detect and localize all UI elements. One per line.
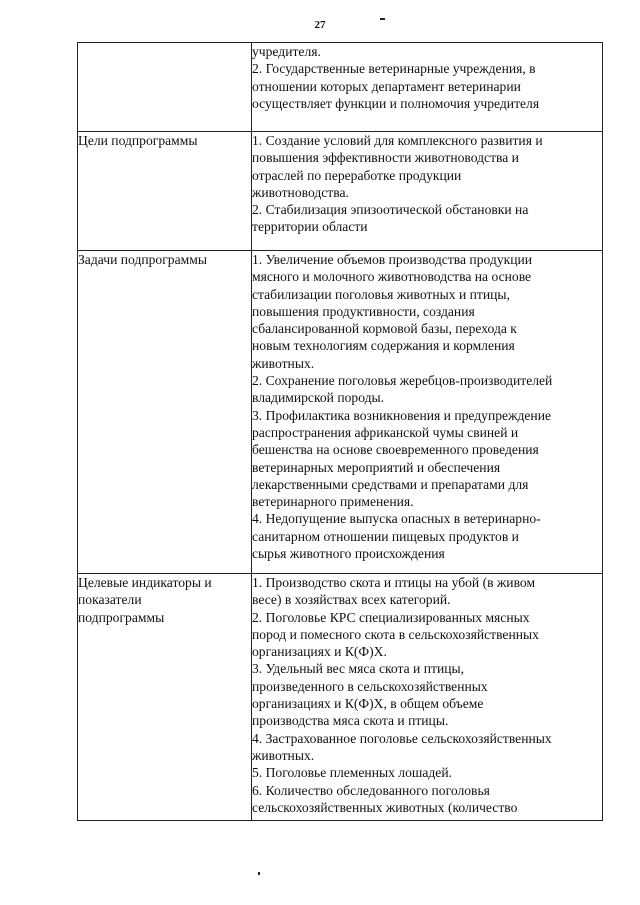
table-row bbox=[78, 43, 603, 132]
text-line: распространения африканской чумы свиней и bbox=[252, 424, 519, 440]
subprogram-passport-table bbox=[77, 42, 603, 821]
text-line: производства мяса скота и птицы. bbox=[252, 713, 449, 729]
text-line: ветеринарных мероприятий и обеспечения bbox=[252, 459, 501, 475]
text-line: сельскохозяйственных животных (количество bbox=[252, 799, 518, 815]
text-line: организациях и К(Ф)Х, в общем объеме bbox=[252, 696, 484, 712]
text-line: ветеринарного применения. bbox=[252, 494, 414, 510]
text-line: 2. Сохранение поголовья жеребцов-производителей bbox=[252, 373, 553, 389]
text-line: подпрограммы bbox=[78, 609, 165, 625]
text-line: 1. Увеличение объемов производства продукции bbox=[252, 252, 533, 267]
text-line: пород и помесного скота в сельскохозяйственных bbox=[252, 626, 539, 642]
text-line: 2. Государственные ветеринарные учреждения, в bbox=[252, 61, 536, 77]
text-line: 2. Поголовье КРС специализированных мясных bbox=[252, 609, 530, 625]
text-line: 2. Стабилизация эпизоотической обстановки на bbox=[252, 202, 529, 218]
text-line: 1. Производство скота и птицы на убой (в живом bbox=[252, 575, 536, 590]
text-line: осуществляет функции и полномочия учредителя bbox=[252, 95, 540, 111]
table-row bbox=[78, 251, 603, 574]
page-number: 27 bbox=[314, 19, 326, 31]
text-line: показатели bbox=[78, 592, 142, 608]
text-line: владимирской породы. bbox=[252, 390, 385, 406]
text-line: 3. Профилактика возникновения и предупреждение bbox=[252, 407, 552, 423]
text-line: 4. Застрахованное поголовье сельскохозяйственных bbox=[252, 730, 552, 746]
scan-speck bbox=[380, 18, 385, 20]
text-line: повышения продуктивности, создания bbox=[252, 303, 475, 319]
text-line: организациях и К(Ф)Х. bbox=[252, 644, 387, 660]
table-row bbox=[78, 574, 603, 821]
text-line: новым технологиям содержания и кормления bbox=[252, 338, 515, 354]
row-label-indicators bbox=[78, 574, 252, 821]
row-content-goals bbox=[252, 132, 603, 251]
text-line: территории области bbox=[252, 219, 368, 235]
scan-speck bbox=[258, 872, 260, 875]
text-line: произведенного в сельскохозяйственных bbox=[252, 678, 488, 694]
text-line: учредителя. bbox=[252, 44, 321, 59]
text-line: лекарственными средствами и препаратами для bbox=[252, 476, 529, 492]
row-label-tasks: Задачи подпрограммы bbox=[78, 251, 252, 574]
row-label-empty bbox=[78, 43, 252, 132]
text-line: отношении которых департамент ветеринарии bbox=[252, 78, 521, 94]
text-line: сырья животного происхождения bbox=[252, 546, 445, 562]
text-line: Целевые индикаторы и bbox=[78, 575, 212, 590]
text-line: 6. Количество обследованного поголовья bbox=[252, 782, 490, 798]
table-row bbox=[78, 132, 603, 251]
text-line: животных. bbox=[252, 355, 315, 371]
text-line: животных. bbox=[252, 747, 315, 763]
text-line: весе) в хозяйствах всех категорий. bbox=[252, 592, 451, 608]
text-line: 4. Недопущение выпуска опасных в ветеринарно- bbox=[252, 511, 541, 527]
text-line: бешенства на основе своевременного проведения bbox=[252, 442, 539, 458]
text-line: стабилизации поголовья животных и птицы, bbox=[252, 286, 510, 302]
text-line: санитарном отношении пищевых продуктов и bbox=[252, 528, 519, 544]
text-line: 5. Поголовье племенных лошадей. bbox=[252, 765, 453, 781]
text-line: 1. Создание условий для комплексного развития и bbox=[252, 133, 543, 148]
text-line: животноводства. bbox=[252, 184, 349, 200]
row-content-tasks bbox=[252, 251, 603, 574]
row-content-founders bbox=[252, 43, 603, 132]
text-line: 3. Удельный вес мяса скота и птицы, bbox=[252, 661, 465, 677]
text-line: сбалансированной кормовой базы, перехода к bbox=[252, 321, 517, 337]
text-line: отраслей по переработке продукции bbox=[252, 167, 462, 183]
text-line: повышения эффективности животноводства и bbox=[252, 150, 519, 166]
text-line: мясного и молочного животноводства на основе bbox=[252, 269, 532, 285]
row-content-indicators bbox=[252, 574, 603, 821]
row-label-goals: Цели подпрограммы bbox=[78, 132, 252, 251]
